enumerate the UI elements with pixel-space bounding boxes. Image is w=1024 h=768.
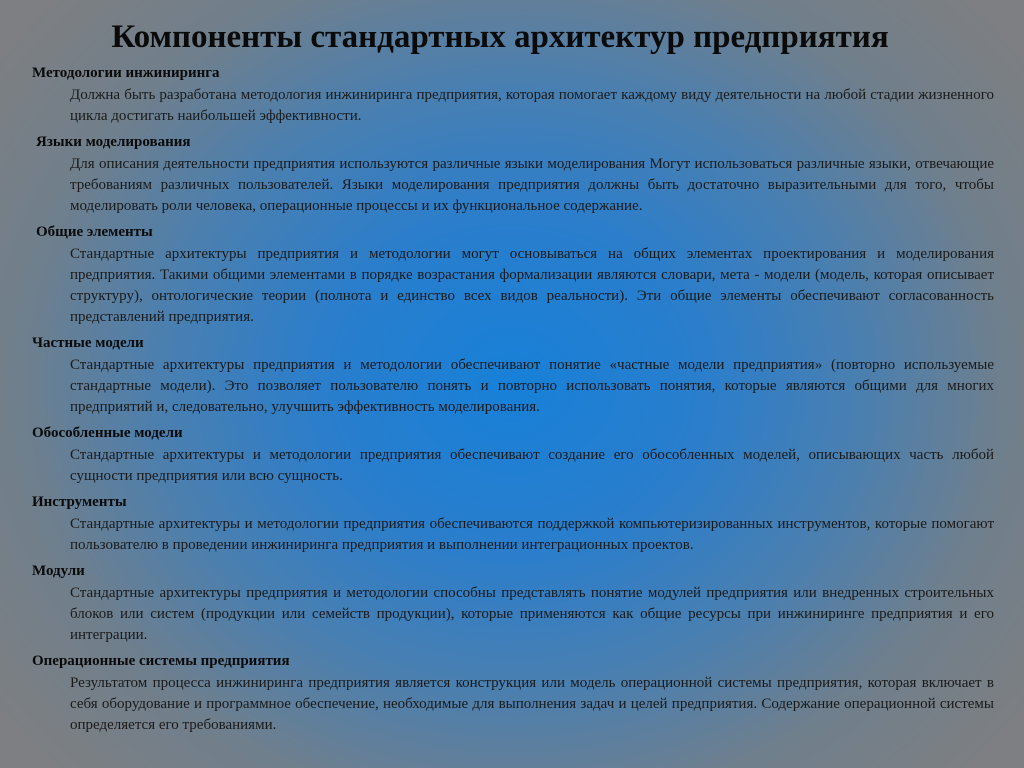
- section-particular-models: [32, 423, 994, 487]
- section-common-elements: [32, 222, 994, 328]
- section-heading: Обособленные модели: [32, 425, 183, 441]
- section-paragraph: Стандартные архитектуры предприятия и методологии способны представлять понятие модулей предприятия или внедренных строительных блоков или систем (продукции или семейств продукции), которые применяются как общие ресурсы при инжиниринге предприятия и его интеграции.: [70, 585, 994, 643]
- section-tools: [32, 492, 994, 556]
- section-heading: Частные модели: [32, 335, 144, 351]
- section-heading: Модули: [32, 563, 85, 579]
- section-paragraph: Для описания деятельности предприятия используются различные языки моделирования Могут использоваться различные языки, отвечающие требованиям различных пользователей. Языки моделирования предприятия должны быть достаточно выразительными для того, чтобы моделировать роли человека, операционные процессы и их функциональное содержание.: [70, 156, 994, 214]
- section-partial-models: [32, 333, 994, 418]
- section-paragraph: Стандартные архитектуры и методологии предприятия обеспечиваются поддержкой компьютеризированных инструментов, которые помогают пользователю в проведении инжиниринга предприятия и выполнении интеграционных проектов.: [70, 516, 994, 553]
- section-heading: Инструменты: [32, 494, 127, 510]
- section-heading: Методологии инжиниринга: [32, 65, 220, 81]
- section-modules: [32, 561, 994, 646]
- slide-title: Компоненты стандартных архитектур предприятия: [111, 19, 889, 55]
- section-modeling-languages: [32, 132, 994, 217]
- section-heading: Общие элементы: [36, 224, 153, 240]
- section-methodologies: [32, 63, 994, 127]
- content-body: [32, 63, 994, 741]
- section-paragraph: Должна быть разработана методология инжиниринга предприятия, которая помогает каждому виду деятельности на любой стадии жизненного цикла достигать наибольшей эффективности.: [70, 87, 994, 124]
- section-paragraph: Результатом процесса инжиниринга предприятия является конструкция или модель операционной системы предприятия, которая включает в себя оборудование и программное обеспечение, необходимые для выполнения задач и целей предприятия. Содержание операционной системы определяется его требованиями.: [70, 675, 994, 733]
- section-paragraph: Стандартные архитектуры предприятия и методологии могут основываться на общих элементах проектирования и моделирования предприятия. Такими общими элементами в порядке возрастания формализации являются словари, мета - модели (модель, которая описывает структуру), онтологические теории (полнота и единство всех видов реальности). Эти общие элементы обеспечивают согласованность представлений предприятия.: [70, 246, 994, 325]
- section-paragraph: Стандартные архитектуры и методологии предприятия обеспечивают создание его обособленных моделей, описывающих часть любой сущности предприятия или всю сущность.: [70, 447, 994, 484]
- section-paragraph: Стандартные архитектуры предприятия и методологии обеспечивают понятие «частные модели предприятия» (повторно используемые стандартные модели). Это позволяет пользователю понять и повторно использовать понятия, которые являются общими для многих предприятий и, следовательно, улучшить эффективность моделирования.: [70, 357, 994, 415]
- section-heading: Операционные системы предприятия: [32, 653, 290, 669]
- section-operational-systems: [32, 651, 994, 736]
- section-heading: Языки моделирования: [36, 134, 191, 150]
